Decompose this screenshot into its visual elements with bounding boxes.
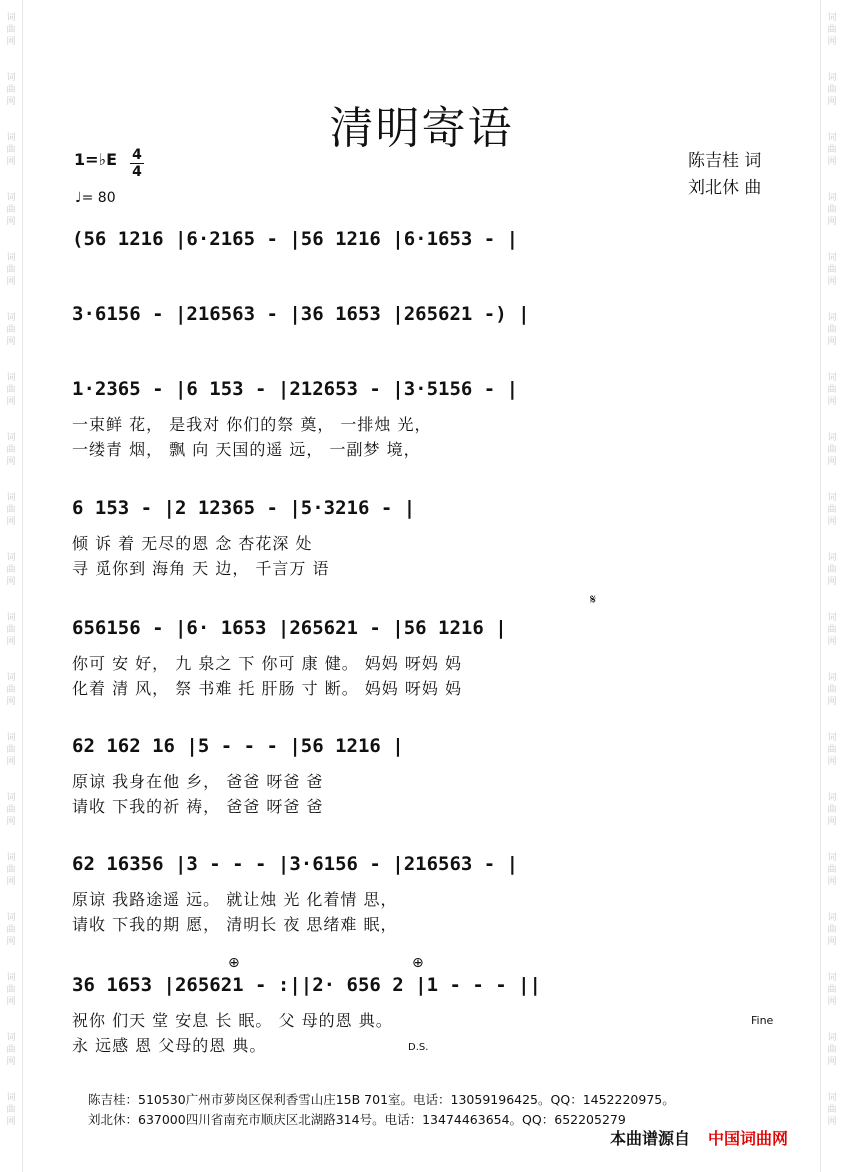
watermark-char: 词	[6, 13, 16, 23]
watermark-char: 网	[6, 577, 16, 587]
watermark-block	[0, 420, 22, 480]
ds-marking: D.S.	[408, 1042, 429, 1053]
watermark-block	[821, 180, 843, 240]
watermark-block	[821, 1080, 843, 1140]
watermark-char: 词	[827, 913, 837, 923]
watermark-char: 网	[6, 337, 16, 347]
time-signature	[130, 148, 144, 179]
lyric-line: 一束鲜 花， 是我对 你们的祭 奠， 一排烛 光，	[72, 415, 432, 434]
watermark-char: 网	[827, 217, 837, 227]
notation-row: 62 16356 |3 - - - |3·6156 - |216563 - |	[72, 853, 519, 875]
watermark-block	[0, 840, 22, 900]
lyric-line: 原谅 我路途遥 远。 就让烛 光 化着情 思，	[72, 890, 398, 909]
watermark-char: 曲	[6, 145, 16, 155]
notation-row: 3·6156 - |216563 - |36 1653 |265621 -) |	[72, 303, 530, 325]
watermark-char: 网	[827, 1117, 837, 1127]
watermark-char: 词	[827, 553, 837, 563]
watermark-char: 网	[827, 37, 837, 47]
watermark-char: 网	[6, 937, 16, 947]
watermark-char: 网	[827, 757, 837, 767]
watermark-char: 曲	[827, 85, 837, 95]
time-signature-bottom: 4	[132, 164, 142, 180]
watermark-block	[0, 1080, 22, 1140]
watermark-char: 网	[6, 457, 16, 467]
watermark-char: 网	[827, 1057, 837, 1067]
watermark-char: 词	[6, 973, 16, 983]
fine-marking: Fine	[751, 1014, 774, 1027]
lyric-line: 永 远感 恩 父母的恩 典。	[72, 1036, 267, 1055]
watermark-char: 网	[827, 877, 837, 887]
watermark-char: 网	[6, 217, 16, 227]
watermark-right	[821, 0, 843, 1172]
watermark-char: 网	[6, 817, 16, 827]
footer-contacts	[88, 1090, 675, 1130]
watermark-char: 词	[827, 133, 837, 143]
lyric-line: 你可 安 好， 九 泉之 下 你可 康 健。 妈妈 呀妈 妈	[72, 654, 462, 673]
watermark-char: 曲	[6, 505, 16, 515]
watermark-char: 网	[827, 397, 837, 407]
watermark-block	[0, 1020, 22, 1080]
lyric-line: 祝你 们天 堂 安息 长 眠。 父 母的恩 典。	[72, 1011, 393, 1030]
source-site-link[interactable]: 中国词曲网	[708, 1129, 789, 1148]
lyric-line: 寻 觅你到 海角 天 边， 千言万 语	[72, 559, 330, 578]
watermark-char: 曲	[6, 85, 16, 95]
watermark-char: 网	[827, 457, 837, 467]
lyric-line: 一缕青 烟， 飘 向 天国的遥 远， 一副梦 境，	[72, 440, 421, 459]
watermark-char: 曲	[827, 805, 837, 815]
watermark-char: 词	[827, 673, 837, 683]
watermark-char: 曲	[6, 985, 16, 995]
watermark-char: 词	[6, 793, 16, 803]
time-signature-top: 4	[132, 147, 142, 163]
watermark-block	[821, 960, 843, 1020]
watermark-char: 曲	[827, 625, 837, 635]
watermark-char: 网	[6, 637, 16, 647]
watermark-char: 曲	[6, 25, 16, 35]
watermark-char: 词	[6, 853, 16, 863]
watermark-char: 曲	[827, 1105, 837, 1115]
watermark-char: 网	[827, 817, 837, 827]
watermark-block	[821, 480, 843, 540]
watermark-block	[821, 240, 843, 300]
watermark-char: 网	[827, 697, 837, 707]
watermark-char: 词	[827, 13, 837, 23]
watermark-char: 网	[6, 877, 16, 887]
watermark-char: 网	[827, 577, 837, 587]
watermark-char: 网	[827, 517, 837, 527]
watermark-block	[821, 900, 843, 960]
watermark-block	[0, 480, 22, 540]
watermark-char: 词	[827, 1033, 837, 1043]
watermark-char: 词	[827, 733, 837, 743]
watermark-char: 网	[6, 157, 16, 167]
watermark-char: 网	[827, 337, 837, 347]
watermark-char: 词	[6, 1033, 16, 1043]
watermark-block	[821, 300, 843, 360]
notation-row: 62 162 16 |5 - - - |56 1216 |	[72, 735, 404, 757]
left-border-line	[22, 0, 23, 1172]
source-credit	[610, 1126, 788, 1149]
watermark-char: 曲	[6, 565, 16, 575]
watermark-char: 网	[6, 97, 16, 107]
footer-line-2: 刘北休：637000四川省南充市顺庆区北湖路314号。电话：13474463654。QQ：652205279	[88, 1112, 626, 1127]
watermark-block	[821, 840, 843, 900]
watermark-char: 曲	[6, 1045, 16, 1055]
watermark-char: 曲	[6, 265, 16, 275]
lyric-line: 倾 诉 着 无尽的恩 念 杏花深 处	[72, 534, 313, 553]
footer-line-1: 陈吉桂：510530广州市萝岗区保利香雪山庄15B 701室。电话：13059196425。QQ：1452220975。	[88, 1092, 675, 1107]
watermark-char: 词	[6, 373, 16, 383]
watermark-block	[0, 900, 22, 960]
watermark-char: 词	[6, 1093, 16, 1103]
watermark-char: 曲	[6, 925, 16, 935]
watermark-char: 网	[6, 397, 16, 407]
watermark-char: 词	[6, 613, 16, 623]
watermark-char: 网	[6, 1057, 16, 1067]
watermark-char: 网	[6, 697, 16, 707]
notation-row: 1·2365 - |6 153 - |212653 - |3·5156 - |	[72, 378, 519, 400]
watermark-char: 曲	[827, 1045, 837, 1055]
watermark-char: 曲	[827, 445, 837, 455]
watermark-block	[821, 660, 843, 720]
watermark-left	[0, 0, 22, 1172]
watermark-block	[821, 720, 843, 780]
watermark-char: 词	[827, 433, 837, 443]
watermark-char: 曲	[6, 445, 16, 455]
watermark-block	[821, 780, 843, 840]
watermark-block	[821, 540, 843, 600]
lyricist-credit: 陈吉桂 词	[688, 151, 762, 171]
lyric-line: 请收 下我的祈 祷， 爸爸 呀爸 爸	[72, 797, 324, 816]
watermark-char: 网	[827, 277, 837, 287]
notation-row: 36 1653 |265621 - :||2· 656 2 |1 - - - ||	[72, 974, 541, 996]
watermark-char: 词	[6, 493, 16, 503]
watermark-char: 网	[6, 757, 16, 767]
watermark-char: 词	[827, 373, 837, 383]
watermark-char: 曲	[6, 745, 16, 755]
watermark-char: 词	[827, 73, 837, 83]
tempo-marking: ♩= 80	[75, 190, 116, 206]
watermark-char: 曲	[827, 685, 837, 695]
notation-row: (56 1216 |6·2165 - |56 1216 |6·1653 - |	[72, 228, 519, 250]
watermark-block	[0, 240, 22, 300]
watermark-char: 词	[827, 793, 837, 803]
watermark-char: 词	[6, 733, 16, 743]
watermark-char: 词	[827, 1093, 837, 1103]
watermark-char: 词	[6, 193, 16, 203]
watermark-char: 曲	[827, 865, 837, 875]
lyric-line: 原谅 我身在他 乡， 爸爸 呀爸 爸	[72, 772, 324, 791]
watermark-char: 曲	[827, 565, 837, 575]
watermark-char: 网	[827, 937, 837, 947]
notation-row: 6 153 - |2 12365 - |5·3216 - |	[72, 497, 416, 519]
watermark-char: 曲	[827, 205, 837, 215]
watermark-block	[0, 600, 22, 660]
watermark-char: 词	[827, 493, 837, 503]
watermark-char: 网	[827, 157, 837, 167]
watermark-block	[0, 180, 22, 240]
watermark-char: 词	[6, 433, 16, 443]
watermark-block	[0, 540, 22, 600]
watermark-char: 词	[6, 73, 16, 83]
right-border-line	[820, 0, 821, 1172]
watermark-block	[821, 0, 843, 60]
watermark-char: 词	[827, 253, 837, 263]
watermark-char: 曲	[6, 325, 16, 335]
watermark-char: 曲	[6, 1105, 16, 1115]
watermark-char: 词	[6, 553, 16, 563]
watermark-block	[0, 660, 22, 720]
watermark-block	[0, 0, 22, 60]
watermark-char: 曲	[827, 985, 837, 995]
watermark-block	[0, 720, 22, 780]
watermark-char: 曲	[6, 685, 16, 695]
composer-credit: 刘北休 曲	[688, 178, 762, 198]
watermark-block	[821, 420, 843, 480]
lyric-line: 请收 下我的期 愿， 清明长 夜 思绪难 眠，	[72, 915, 398, 934]
watermark-char: 网	[6, 37, 16, 47]
watermark-char: 网	[6, 277, 16, 287]
watermark-char: 词	[827, 853, 837, 863]
watermark-char: 曲	[6, 385, 16, 395]
watermark-char: 曲	[827, 505, 837, 515]
watermark-block	[0, 780, 22, 840]
watermark-char: 词	[6, 133, 16, 143]
watermark-char: 词	[827, 973, 837, 983]
source-label: 本曲谱源自	[610, 1129, 691, 1148]
watermark-char: 网	[6, 517, 16, 527]
watermark-char: 曲	[6, 865, 16, 875]
watermark-char: 词	[6, 253, 16, 263]
watermark-char: 曲	[6, 625, 16, 635]
watermark-block	[821, 1020, 843, 1080]
watermark-block	[0, 300, 22, 360]
watermark-char: 曲	[827, 925, 837, 935]
watermark-block	[0, 960, 22, 1020]
song-title: 清明寄语	[329, 103, 514, 154]
watermark-char: 曲	[6, 805, 16, 815]
key-signature: 1=♭E	[74, 150, 118, 169]
watermark-block	[0, 360, 22, 420]
watermark-char: 词	[6, 913, 16, 923]
watermark-char: 曲	[827, 145, 837, 155]
watermark-char: 网	[827, 97, 837, 107]
watermark-char: 词	[6, 313, 16, 323]
watermark-block	[821, 600, 843, 660]
watermark-char: 网	[6, 997, 16, 1007]
notation-row: 656156 - |6· 1653 |265621 - |56 1216 |	[72, 617, 507, 639]
credits	[688, 148, 761, 202]
watermark-char: 曲	[827, 265, 837, 275]
lyric-line: 化着 清 风， 祭 书难 托 肝肠 寸 断。 妈妈 呀妈 妈	[72, 679, 462, 698]
coda-mark-1: ⊕	[228, 955, 240, 971]
watermark-char: 词	[827, 193, 837, 203]
watermark-char: 曲	[827, 325, 837, 335]
watermark-char: 网	[827, 637, 837, 647]
watermark-char: 词	[6, 673, 16, 683]
watermark-char: 词	[827, 313, 837, 323]
segno-mark: 𝄋	[590, 592, 597, 608]
watermark-char: 网	[6, 1117, 16, 1127]
watermark-char: 曲	[827, 25, 837, 35]
coda-mark-2: ⊕	[412, 955, 424, 971]
watermark-char: 曲	[6, 205, 16, 215]
watermark-char: 曲	[827, 745, 837, 755]
watermark-char: 网	[827, 997, 837, 1007]
watermark-block	[821, 360, 843, 420]
watermark-char: 曲	[827, 385, 837, 395]
watermark-char: 词	[827, 613, 837, 623]
